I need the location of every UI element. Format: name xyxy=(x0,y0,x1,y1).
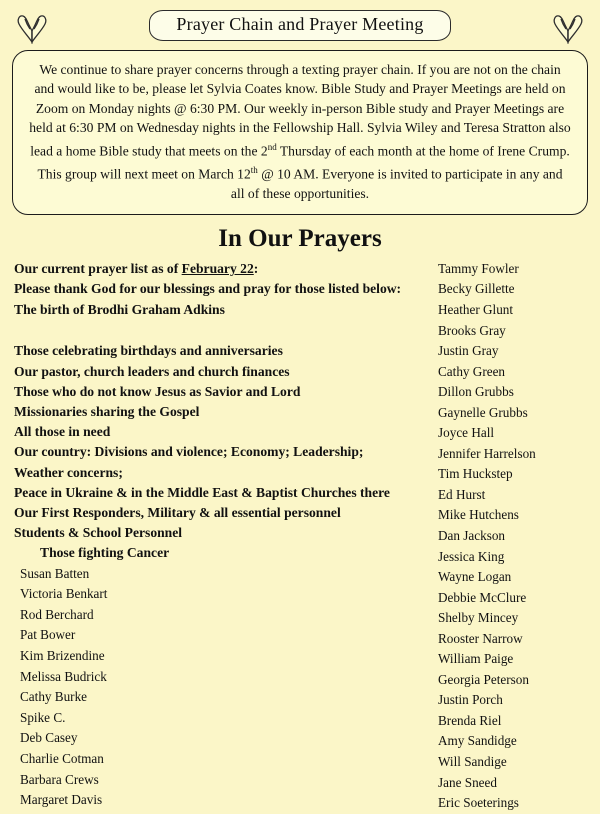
prayer-item: Our country: Divisions and violence; Economy; Leadership; xyxy=(14,444,364,460)
list-item: Jane Sneed xyxy=(438,774,497,790)
list-item: Brooks Gray xyxy=(438,322,506,338)
list-item: Will Sandige xyxy=(438,754,507,770)
date-line-prefix: Our current prayer list as of xyxy=(14,260,182,276)
page-title: In Our Prayers xyxy=(218,224,382,252)
prayer-item: Those who do not know Jesus as Savior and Lord xyxy=(14,383,301,399)
date-line-date: February 22 xyxy=(181,260,254,276)
list-item: Mike Hutchens xyxy=(438,507,519,523)
intro-ordinal-2: th xyxy=(250,164,258,175)
list-item: Ed Hurst xyxy=(438,486,486,502)
prayer-left-column xyxy=(14,259,430,814)
list-item: Becky Gillette xyxy=(438,281,515,297)
list-item: Brenda Riel xyxy=(438,712,502,728)
list-item: Spike C. xyxy=(20,709,66,725)
list-item: Margaret Davis xyxy=(20,792,103,808)
list-item: Rod Berchard xyxy=(20,606,94,622)
list-item: Dan Jackson xyxy=(438,528,506,544)
list-item: Joyce Hall xyxy=(438,425,495,441)
list-item: Jennifer Harrelson xyxy=(438,445,536,461)
list-item: Georgia Peterson xyxy=(438,671,529,687)
intro-paragraph xyxy=(12,50,588,215)
list-item: Rooster Narrow xyxy=(438,630,523,646)
list-item: Heather Glunt xyxy=(438,302,514,317)
prayer-right-column xyxy=(430,259,586,814)
prayer-item: Our First Responders, Military & all essential personnel xyxy=(14,505,341,521)
list-item: Amy Sandidge xyxy=(438,733,517,749)
list-item: Jessica King xyxy=(438,548,505,564)
list-item: Shelby Mincey xyxy=(438,610,519,626)
prayer-item: Missionaries sharing the Gospel xyxy=(14,404,200,420)
banner-title: Prayer Chain and Prayer Meeting xyxy=(149,10,450,41)
list-item: Kim Brizendine xyxy=(20,648,105,664)
list-item: Eric Soeterings xyxy=(438,795,519,811)
newsletter-page xyxy=(0,4,600,811)
date-line-suffix: : xyxy=(253,260,259,276)
list-item: Justin Porch xyxy=(438,692,503,708)
spacer xyxy=(14,320,424,341)
list-item: Dillon Grubbs xyxy=(438,384,514,400)
list-item: Wayne Logan xyxy=(438,569,512,585)
prayer-list-date-line xyxy=(14,259,424,280)
list-item: Susan Batten xyxy=(20,565,90,581)
list-item: William Paige xyxy=(438,651,514,667)
prayer-item: Weather concerns; xyxy=(14,464,123,480)
list-item: Cathy Green xyxy=(438,363,506,379)
list-item: Victoria Benkart xyxy=(20,586,108,602)
prayer-list-instruction: Please thank God for our blessings and pray for those listed below: xyxy=(14,281,402,297)
prayer-columns xyxy=(0,259,600,814)
list-item: Melissa Budrick xyxy=(20,668,107,684)
praying-hands-icon xyxy=(548,10,588,44)
prayer-item: All those in need xyxy=(14,424,111,440)
list-item: Gaynelle Grubbs xyxy=(438,404,528,420)
intro-ordinal-1: nd xyxy=(267,141,277,152)
intro-text-part1: We continue to share prayer concerns through a texting prayer chain. If you are not on the chain and would like to be, please let Sylvia Coates know. Bible Study and Prayer Meetings are held on Zoom on Monday nights @ 6:30 PM. Our weekly in-person Bible study and Prayer Meetings are held at 6:30 PM on Wednesday nights in the Fellowship Hall. Sylvia Wiley and Teresa Stratton also lead a home Bible study that meets on the 2 xyxy=(29,62,571,159)
prayer-item: Peace in Ukraine & in the Middle East & Baptist Churches there xyxy=(14,484,390,500)
intro-text-part3: @ 10 AM. Everyone is invited to participate in any and all of these opportunities. xyxy=(230,166,563,201)
list-item: Cathy Burke xyxy=(20,689,88,705)
prayer-item: Students & School Personnel xyxy=(14,525,183,541)
praying-hands-icon xyxy=(12,10,52,44)
list-item: Justin Gray xyxy=(438,343,499,359)
list-item: Pat Bower xyxy=(20,627,76,643)
intro-text-part2: Thursday of each month at the home of Irene Crump. This group will next meet on March 12 xyxy=(37,143,570,182)
prayer-list-birth-note: The birth of Brodhi Graham Adkins xyxy=(14,301,225,317)
header xyxy=(0,4,600,46)
list-item: Debbie McClure xyxy=(438,589,527,605)
prayer-item: Our pastor, church leaders and church finances xyxy=(14,363,290,379)
list-item: Tim Huckstep xyxy=(438,466,513,482)
list-item: Barbara Crews xyxy=(20,771,99,787)
list-item: Charlie Cotman xyxy=(20,750,104,766)
list-item: Deb Casey xyxy=(20,730,78,746)
list-item: Tammy Fowler xyxy=(438,260,519,276)
prayer-item: Those celebrating birthdays and anniversaries xyxy=(14,343,283,359)
fighting-cancer-heading: Those fighting Cancer xyxy=(40,545,170,561)
